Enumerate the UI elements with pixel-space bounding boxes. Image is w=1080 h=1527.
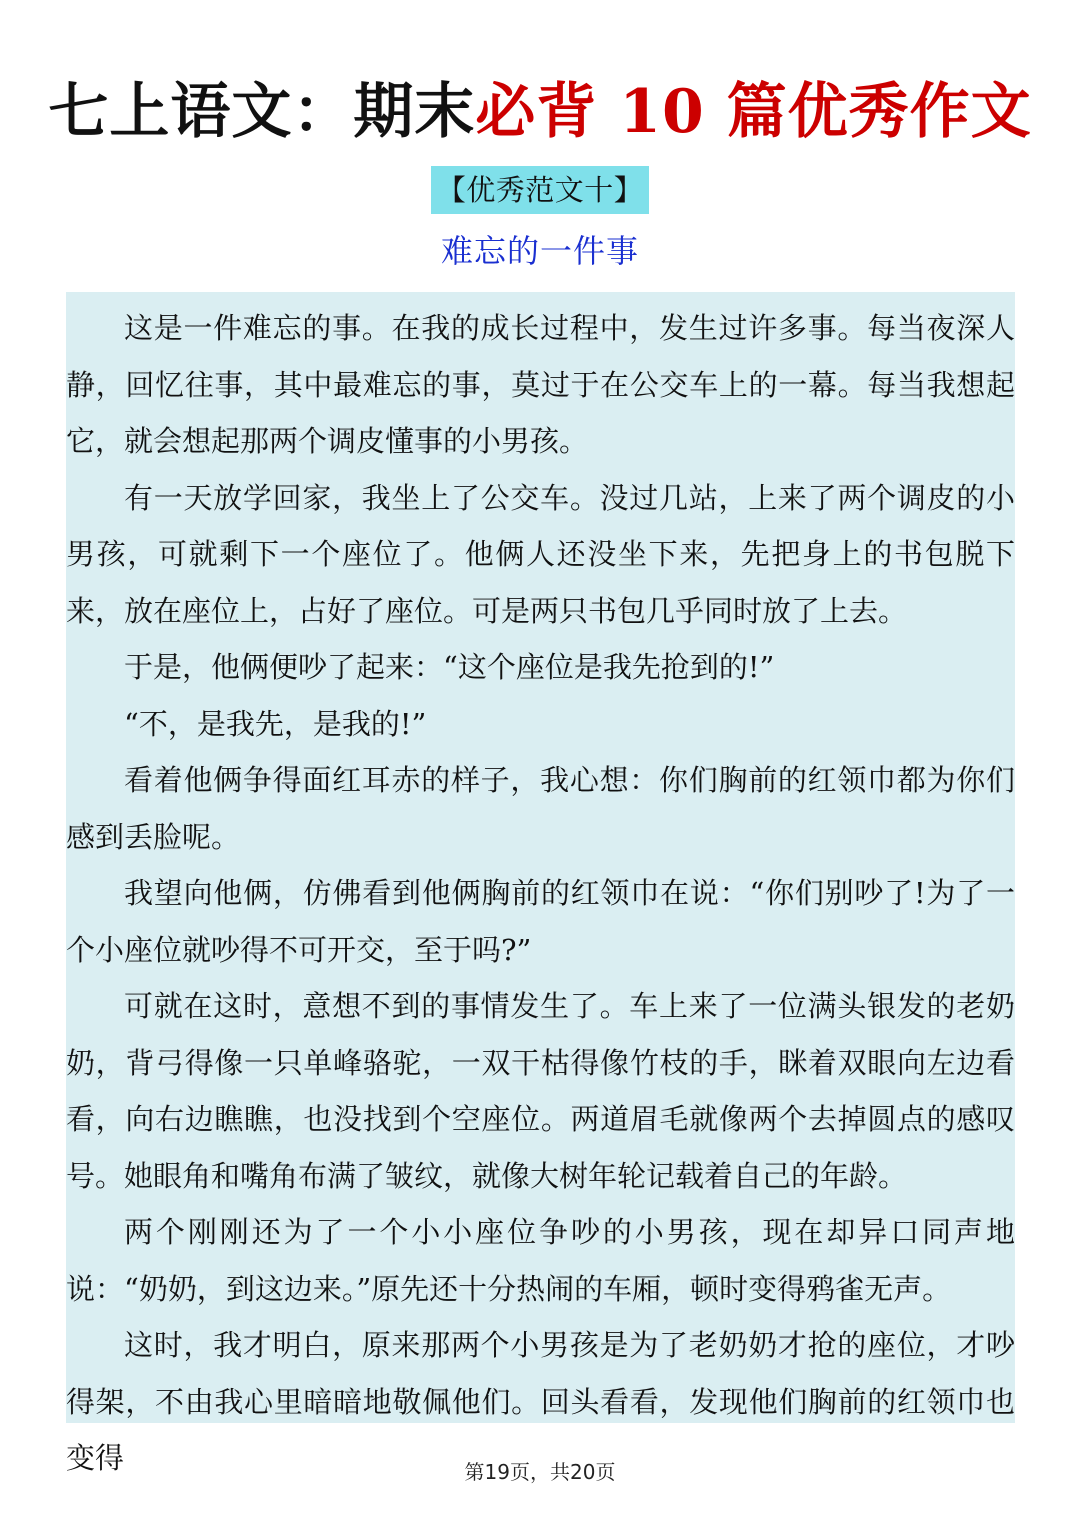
page-number: 第19页，共20页 [464, 1460, 616, 1484]
essay-number-badge-wrap [0, 166, 1080, 214]
essay-text [66, 292, 1015, 1487]
essay-title: 难忘的一件事 [440, 232, 639, 270]
page-title [0, 72, 1080, 152]
paragraph: 看着他俩争得面红耳赤的样子，我心想：你们胸前的红领巾都为你们感到丢脸呢。 [66, 763, 1015, 854]
essay-number-badge: 【优秀范文十】 [431, 166, 650, 214]
page-title-black: 七上语文：期末 [48, 77, 476, 147]
paragraph: 我望向他俩，仿佛看到他俩胸前的红领巾在说：“你们别吵了!为了一个小座位就吵得不可开交，至于吗?” [66, 876, 1015, 967]
paragraph: 这是一件难忘的事。在我的成长过程中，发生过许多事。每当夜深人静，回忆往事，其中最难忘的事，莫过于在公交车上的一幕。每当我想起它，就会想起那两个调皮懂事的小男孩。 [66, 311, 1015, 458]
paragraph: 两个刚刚还为了一个小小座位争吵的小男孩，现在却异口同声地说：“奶奶，到这边来。”原先还十分热闹的车厢，顿时变得鸦雀无声。 [66, 1215, 1015, 1306]
paragraph: 于是，他俩便吵了起来：“这个座位是我先抢到的!” [124, 650, 775, 684]
paragraph: 可就在这时，意想不到的事情发生了。车上来了一位满头银发的老奶奶，背弓得像一只单峰骆驼，一双干枯得像竹枝的手，眯着双眼向左边看看，向右边瞧瞧，也没找到个空座位。两道眉毛就像两个去掉圆点的感叹号。她眼角和嘴角布满了皱纹，就像大树年轮记载着自己的年龄。 [66, 989, 1015, 1193]
paragraph: “不，是我先，是我的!” [124, 706, 427, 741]
paragraph: 这时，我才明白，原来那两个小男孩是为了老奶奶才抢的座位，才吵得架，不由我心里暗暗地敬佩他们。回头看看，发现他们胸前的红领巾也变得 [66, 1328, 1015, 1475]
paragraph: 有一天放学回家，我坐上了公交车。没过几站，上来了两个调皮的小男孩，可就剩下一个座位了。他俩人还没坐下来，先把身上的书包脱下来，放在座位上，占好了座位。可是两只书包几乎同时放了上去。 [66, 480, 1015, 628]
page-title-red: 必背 10 篇优秀作文 [475, 77, 1032, 147]
